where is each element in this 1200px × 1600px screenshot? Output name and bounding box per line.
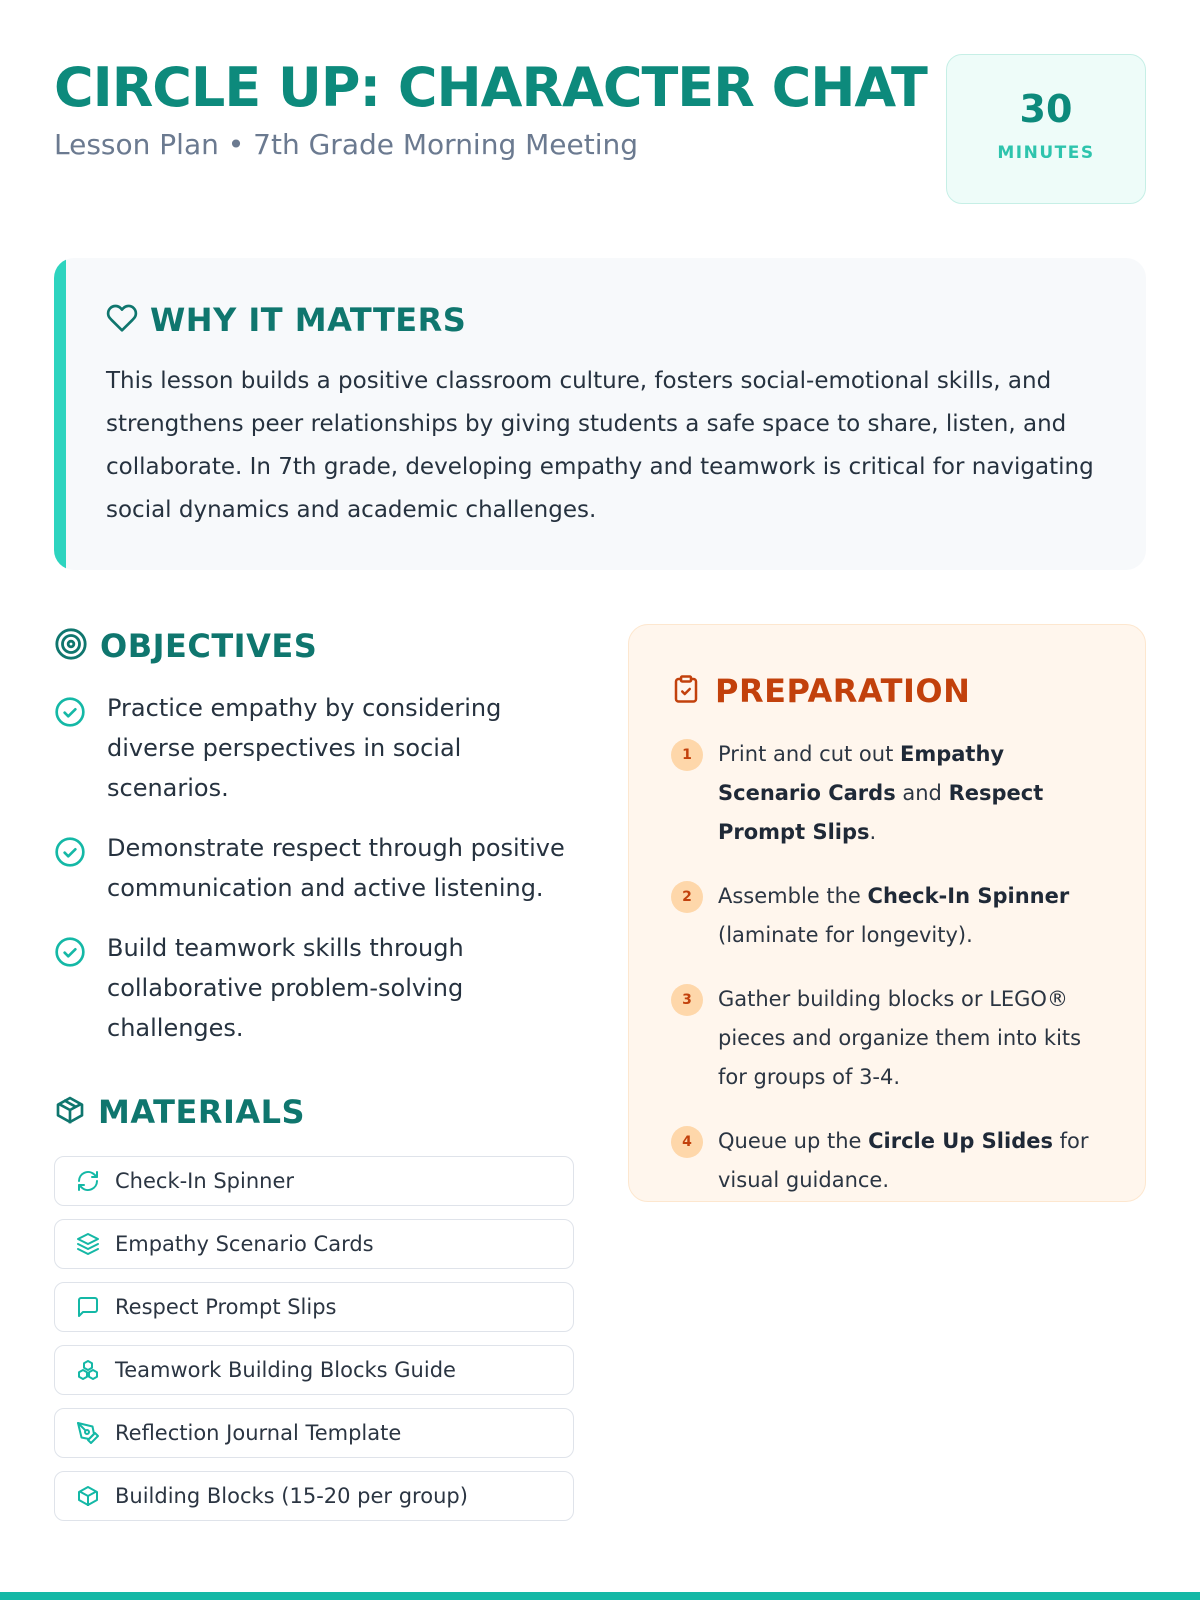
material-item xyxy=(54,1471,574,1521)
page-title: CIRCLE UP: CHARACTER CHAT xyxy=(54,56,927,119)
materials-list xyxy=(54,1156,574,1521)
check-circle-icon xyxy=(54,836,88,872)
why-it-matters-card xyxy=(54,258,1146,570)
boxes-icon xyxy=(75,1357,101,1383)
footer-accent-bar xyxy=(0,1592,1200,1600)
objective-text: Demonstrate respect through positive communication and active listening. xyxy=(107,834,565,902)
accent-bar xyxy=(54,258,66,570)
step-text xyxy=(718,877,1111,955)
step-number-badge: 3 xyxy=(671,984,703,1016)
material-item xyxy=(54,1408,574,1458)
material-label: Check-In Spinner xyxy=(115,1169,295,1193)
objective-item xyxy=(54,828,574,908)
section-title: WHY IT MATTERS xyxy=(150,301,467,339)
step-text-segment: Gather building blocks or LEGO® pieces and organize them into kits for groups of 3-4. xyxy=(718,987,1082,1089)
section-title: MATERIALS xyxy=(98,1093,306,1131)
step-text-emphasis: Circle Up Slides xyxy=(868,1129,1053,1153)
cube-icon xyxy=(75,1483,101,1509)
heart-icon xyxy=(106,302,138,338)
step-text-segment: Queue up the xyxy=(718,1129,869,1153)
material-label: Respect Prompt Slips xyxy=(115,1295,337,1319)
objective-text: Practice empathy by considering diverse perspectives in social scenarios. xyxy=(107,694,502,802)
duration-value: 30 xyxy=(1019,87,1073,131)
duration-badge xyxy=(946,54,1146,204)
step-text-segment: Assemble the xyxy=(718,884,868,908)
target-icon xyxy=(54,627,88,665)
objectives-section xyxy=(54,622,574,1068)
materials-heading xyxy=(54,1088,574,1136)
step-text xyxy=(718,735,1111,852)
step-number-badge: 2 xyxy=(671,881,703,913)
why-heading xyxy=(106,300,466,340)
materials-section xyxy=(54,1088,574,1534)
section-title: OBJECTIVES xyxy=(100,627,318,665)
objective-text: Build teamwork skills through collaborative problem-solving challenges. xyxy=(107,934,464,1042)
preparation-steps xyxy=(671,735,1111,1225)
step-text-segment: for visual guidance. xyxy=(718,1129,1089,1192)
material-label: Empathy Scenario Cards xyxy=(115,1232,374,1256)
objective-item xyxy=(54,928,574,1048)
step-number-badge: 4 xyxy=(671,1126,703,1158)
material-item xyxy=(54,1282,574,1332)
why-body-text: This lesson builds a positive classroom culture, fosters social-emotional skills, and strengthens peer relationships by giving students a safe space to share, listen, and collaborate. In 7th grade, developing empathy and teamwork is critical for navigating social dynamics and academic challenges. xyxy=(106,368,1094,523)
pen-tool-icon xyxy=(75,1420,101,1446)
material-item xyxy=(54,1219,574,1269)
section-title: PREPARATION xyxy=(715,672,971,710)
layers-icon xyxy=(75,1231,101,1257)
preparation-heading xyxy=(671,671,970,711)
objective-item xyxy=(54,688,574,808)
step-text-emphasis: Respect Prompt Slips xyxy=(718,781,1044,844)
step-text-segment: Print and cut out xyxy=(718,742,900,766)
preparation-step xyxy=(671,877,1111,955)
step-text-segment: (laminate for longevity). xyxy=(718,923,973,947)
duration-label: MINUTES xyxy=(997,143,1095,163)
preparation-step xyxy=(671,980,1111,1097)
clipboard-check-icon xyxy=(671,672,701,710)
objectives-heading xyxy=(54,622,574,670)
refresh-icon xyxy=(75,1168,101,1194)
step-number-badge: 1 xyxy=(671,739,703,771)
preparation-step xyxy=(671,1122,1111,1200)
message-square-icon xyxy=(75,1294,101,1320)
material-label: Teamwork Building Blocks Guide xyxy=(115,1358,456,1382)
step-text-emphasis: Check-In Spinner xyxy=(867,884,1070,908)
box-icon xyxy=(54,1094,86,1130)
lesson-header xyxy=(54,52,1146,204)
step-text xyxy=(718,980,1111,1097)
material-item xyxy=(54,1156,574,1206)
step-text-emphasis: Empathy Scenario Cards xyxy=(718,742,1005,805)
objectives-list xyxy=(54,688,574,1048)
preparation-step xyxy=(671,735,1111,852)
material-item xyxy=(54,1345,574,1395)
check-circle-icon xyxy=(54,936,88,972)
preparation-card xyxy=(628,624,1146,1202)
page-subtitle: Lesson Plan • 7th Grade Morning Meeting xyxy=(54,128,639,161)
step-text-segment: . xyxy=(869,820,877,844)
step-text-segment: and xyxy=(895,781,949,805)
material-label: Building Blocks (15-20 per group) xyxy=(115,1484,468,1508)
check-circle-icon xyxy=(54,696,88,732)
step-text xyxy=(718,1122,1111,1200)
material-label: Reflection Journal Template xyxy=(115,1421,402,1445)
